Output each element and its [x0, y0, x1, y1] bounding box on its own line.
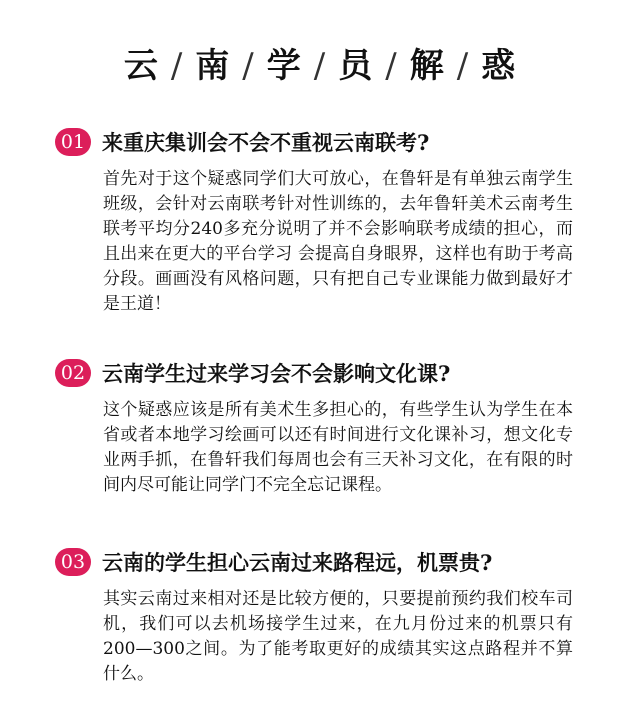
title-char: 员: [338, 46, 374, 86]
question-text: 来重庆集训会不会不重视云南联考?: [102, 130, 430, 155]
title-separator: /: [242, 46, 255, 86]
title-char: 惑: [481, 46, 517, 86]
answer-text: 其实云南过来相对还是比较方便的，只要提前预约我们校车司机，我们可以去机场接学生过来，在九月份过来的机票只有200—300之间。为了能考取更好的成绩其实这点路程并不算什么。: [103, 589, 573, 684]
title-separator: /: [170, 46, 184, 86]
number-badge: 02: [55, 359, 91, 387]
answer-text: 首先对于这个疑惑同学们大可放心，在鲁轩是有单独云南学生班级，会针对云南联考针对性训练的，去年鲁轩美术云南考生联考平均分240多充分说明了并不会影响联考成绩的担心，而且出来在更大的平台学习 会提高自身眼界，这样也有助于考高分段。画画没有风格问题，只有把自己专业课能力做到最好才是王道！: [103, 169, 573, 314]
title-separator: /: [313, 46, 327, 86]
question-row: [55, 546, 615, 578]
qa-item-1: [55, 126, 615, 317]
number-badge: 01: [55, 128, 91, 156]
number-badge: 03: [55, 548, 91, 576]
title-separator: /: [385, 46, 398, 86]
question-row: [55, 126, 615, 158]
page-title: [0, 38, 640, 87]
question-row: [55, 357, 615, 389]
question-text: 云南的学生担心云南过来路程远，机票贵?: [102, 550, 493, 575]
question-text: 云南学生过来学习会不会影响文化课?: [102, 361, 451, 386]
title-char: 云: [123, 46, 159, 86]
title-char: 解: [409, 46, 445, 86]
qa-item-2: [55, 357, 615, 498]
qa-item-3: [55, 546, 615, 687]
title-separator: /: [456, 46, 470, 86]
title-char: 南: [195, 46, 231, 86]
answer-text: 这个疑惑应该是所有美术生多担心的，有些学生认为学生在本省或者本地学习绘画可以还有时间进行文化课补习，想文化专业两手抓，在鲁轩我们每周也会有三天补习文化，在有限的时间内尽可能让同学门不完全忘记课程。: [103, 400, 573, 495]
title-char: 学: [266, 46, 302, 86]
